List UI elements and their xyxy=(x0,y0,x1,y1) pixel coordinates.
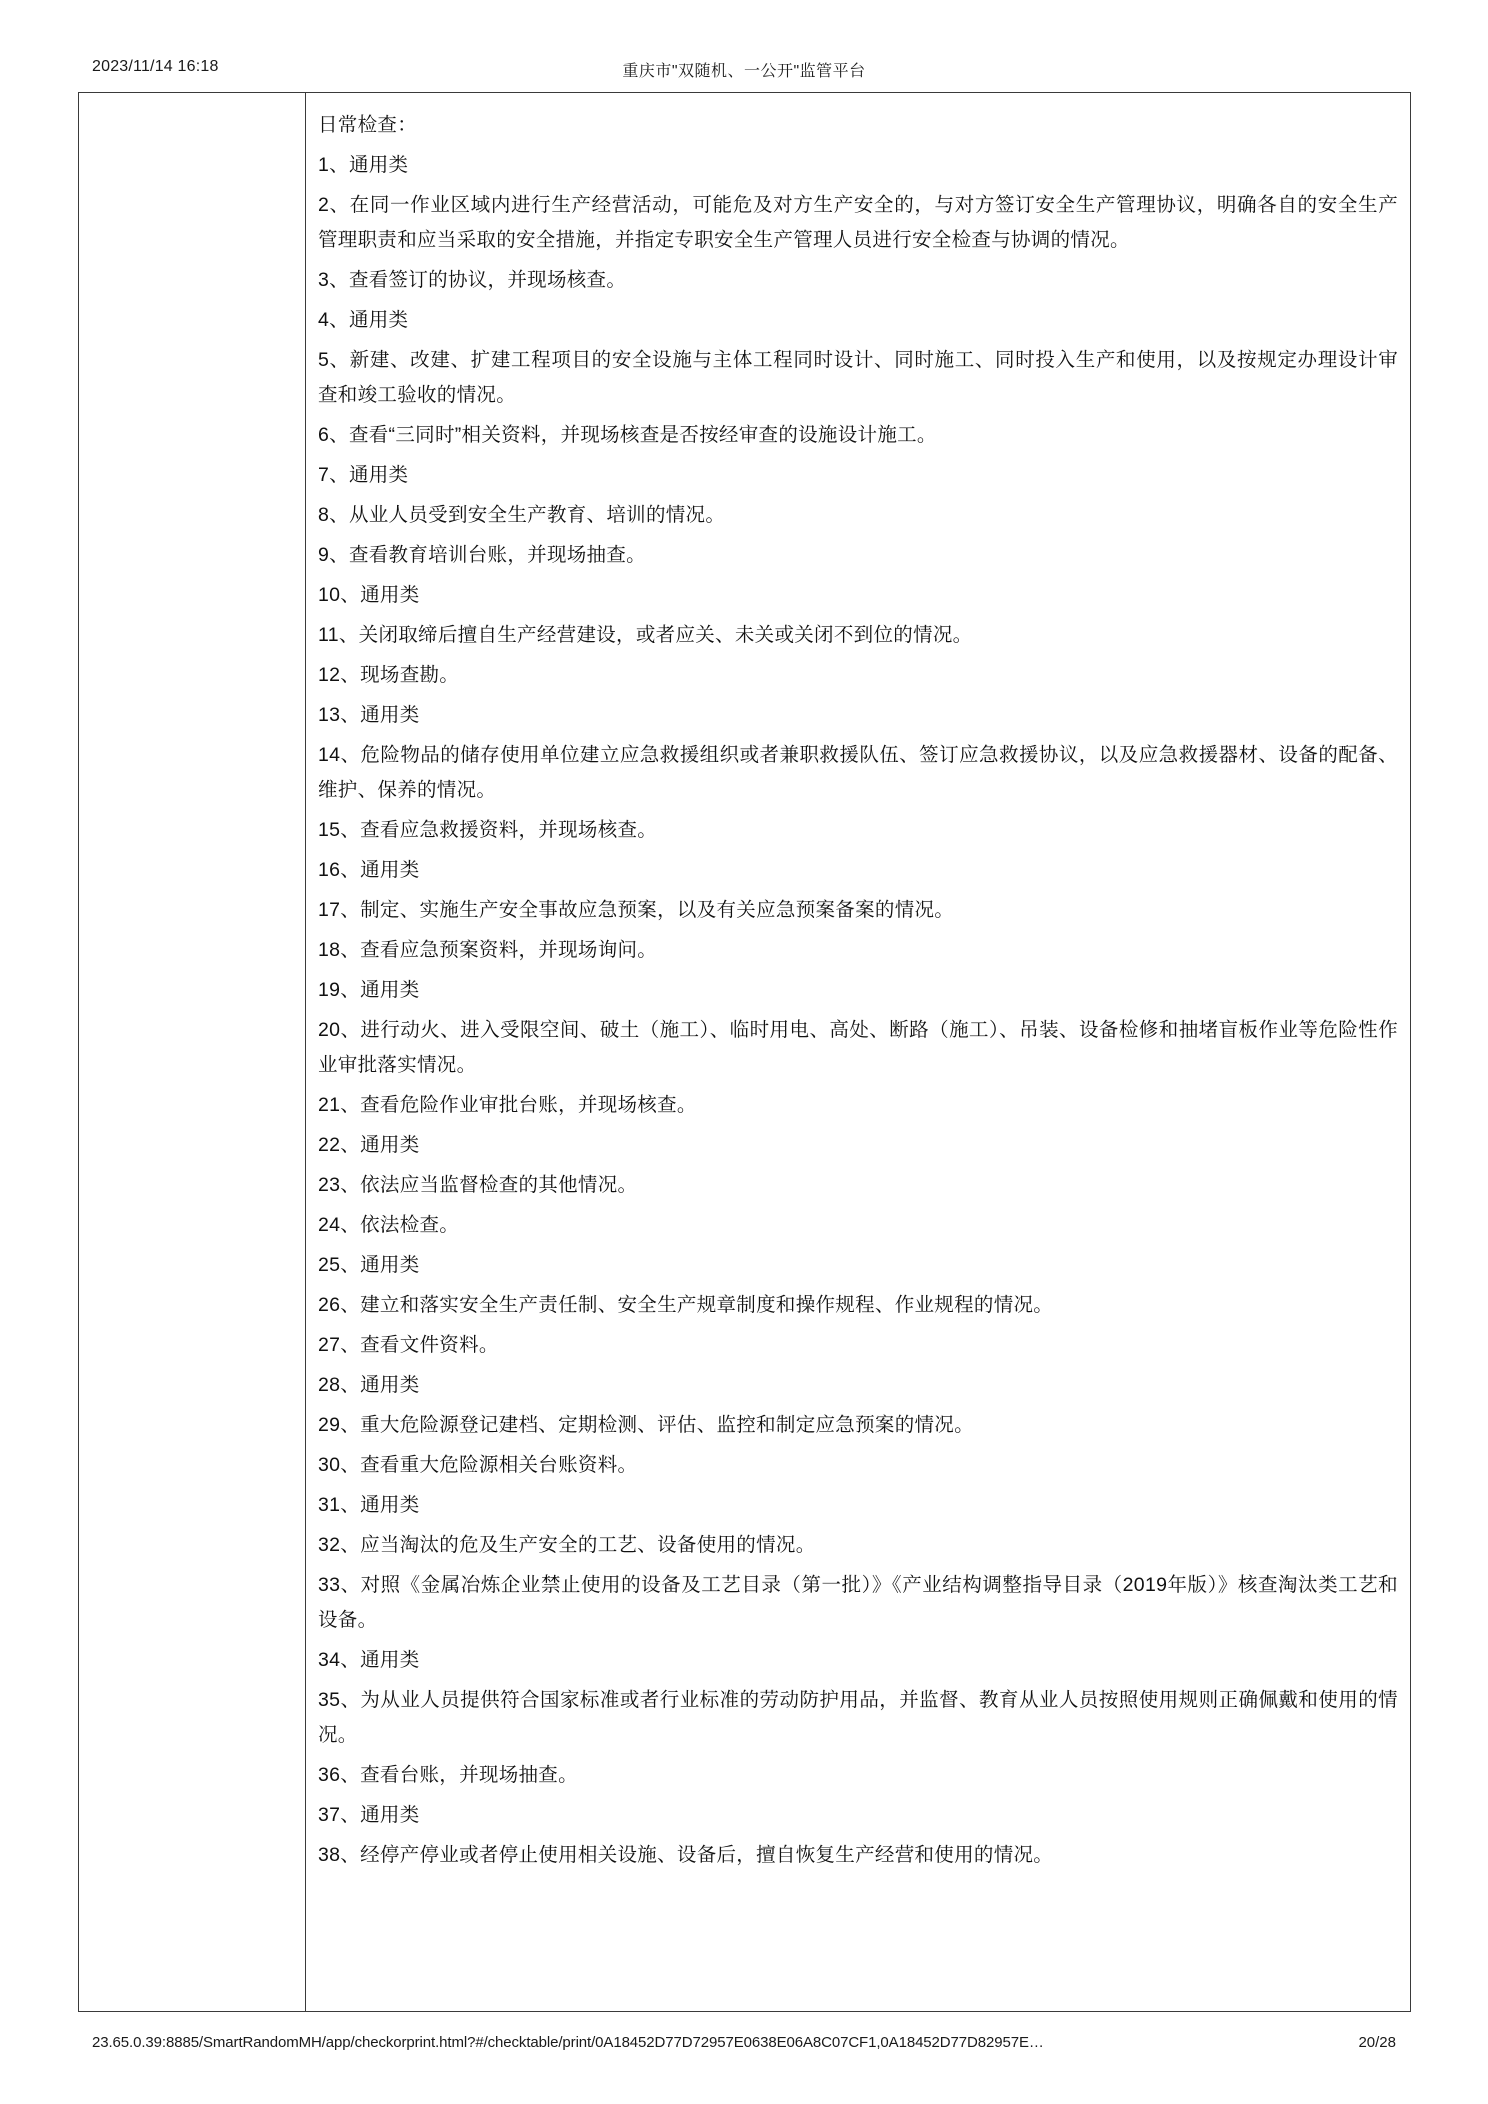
checklist-item: 2、在同一作业区域内进行生产经营活动，可能危及对方生产安全的，与对方签订安全生产管理协议，明确各自的安全生产管理职责和应当采取的安全措施，并指定专职安全生产管理人员进行安全检查与协调的情况。 xyxy=(318,194,1398,251)
checklist-item: 19、通用类 xyxy=(318,979,420,1001)
checklist-item: 10、通用类 xyxy=(318,584,420,606)
checklist-item: 28、通用类 xyxy=(318,1374,420,1396)
document-title: 重庆市"双随机、一公开"监管平台 xyxy=(622,63,866,80)
checklist-item: 29、重大危险源登记建档、定期检测、评估、监控和制定应急预案的情况。 xyxy=(318,1414,974,1436)
checklist-item: 32、应当淘汰的危及生产安全的工艺、设备使用的情况。 xyxy=(318,1534,816,1556)
checklist-item: 22、通用类 xyxy=(318,1134,420,1156)
checklist-item: 15、查看应急救援资料，并现场核查。 xyxy=(318,819,658,841)
checklist-item: 21、查看危险作业审批台账，并现场核查。 xyxy=(318,1094,697,1116)
checklist-item: 14、危险物品的储存使用单位建立应急救援组织或者兼职救援队伍、签订应急救援协议，以及应急救援器材、设备的配备、维护、保养的情况。 xyxy=(318,744,1398,801)
checklist-item: 38、经停产停业或者停止使用相关设施、设备后，擅自恢复生产经营和使用的情况。 xyxy=(318,1844,1054,1866)
checklist-item: 4、通用类 xyxy=(318,309,409,331)
checklist-item: 5、新建、改建、扩建工程项目的安全设施与主体工程同时设计、同时施工、同时投入生产和使用，以及按规定办理设计审查和竣工验收的情况。 xyxy=(318,349,1398,406)
print-date: 2023/11/14 16:18 xyxy=(92,58,219,75)
page-number: 20/28 xyxy=(1358,2034,1396,2051)
checklist-item: 33、对照《金属冶炼企业禁止使用的设备及工艺目录（第一批）》《产业结构调整指导目录（2019年版）》核查淘汰类工艺和设备。 xyxy=(318,1574,1398,1631)
table-border-left-outer xyxy=(78,92,79,2012)
source-url: 23.65.0.39:8885/SmartRandomMH/app/checkorprint.html?#/checktable/print/0A18452D77D72957E0638E06A8C07CF1,0A18452D77D82957E… xyxy=(92,2034,1044,2051)
checklist-item: 26、建立和落实安全生产责任制、安全生产规章制度和操作规程、作业规程的情况。 xyxy=(318,1294,1054,1316)
checklist-item: 31、通用类 xyxy=(318,1494,420,1516)
page-footer xyxy=(0,2034,1488,2056)
table-border-right xyxy=(1410,92,1411,2012)
checklist-item: 25、通用类 xyxy=(318,1254,420,1276)
checklist-item: 8、从业人员受到安全生产教育、培训的情况。 xyxy=(318,504,726,526)
checklist-item: 27、查看文件资料。 xyxy=(318,1334,499,1356)
checklist-item: 11、关闭取缔后擅自生产经营建设，或者应关、未关或关闭不到位的情况。 xyxy=(318,624,973,646)
checklist-item: 16、通用类 xyxy=(318,859,420,881)
checklist-item: 24、依法检查。 xyxy=(318,1214,460,1236)
section-title: 日常检查： xyxy=(318,114,418,136)
checklist-item: 23、依法应当监督检查的其他情况。 xyxy=(318,1174,638,1196)
checklist-item: 37、通用类 xyxy=(318,1804,420,1826)
checklist-item: 6、查看“三同时”相关资料，并现场核查是否按经审查的设施设计施工。 xyxy=(318,424,937,446)
checklist-item: 3、查看签订的协议，并现场核查。 xyxy=(318,269,627,291)
checklist-item: 30、查看重大危险源相关台账资料。 xyxy=(318,1454,638,1476)
checklist-item: 20、进行动火、进入受限空间、破土（施工）、临时用电、高处、断路（施工）、吊装、设备检修和抽堵盲板作业等危险性作业审批落实情况。 xyxy=(318,1019,1398,1076)
checklist-item: 36、查看台账，并现场抽查。 xyxy=(318,1764,578,1786)
checklist-item: 35、为从业人员提供符合国家标准或者行业标准的劳动防护用品，并监督、教育从业人员按照使用规则正确佩戴和使用的情况。 xyxy=(318,1689,1398,1746)
checklist-item: 1、通用类 xyxy=(318,154,409,176)
table-border-top xyxy=(78,92,1411,93)
checklist-item: 13、通用类 xyxy=(318,704,420,726)
checklist-item: 17、制定、实施生产安全事故应急预案，以及有关应急预案备案的情况。 xyxy=(318,899,955,921)
checklist-item: 12、现场查勘。 xyxy=(318,664,460,686)
checklist-item: 9、查看教育培训台账，并现场抽查。 xyxy=(318,544,646,566)
table-border-bottom xyxy=(78,2011,1411,2012)
table-border-left-inner xyxy=(305,92,306,2012)
page-header xyxy=(0,58,1488,82)
checklist-item: 7、通用类 xyxy=(318,464,409,486)
checklist-content xyxy=(318,108,1398,1878)
checklist-item: 18、查看应急预案资料，并现场询问。 xyxy=(318,939,658,961)
checklist-item: 34、通用类 xyxy=(318,1649,420,1671)
